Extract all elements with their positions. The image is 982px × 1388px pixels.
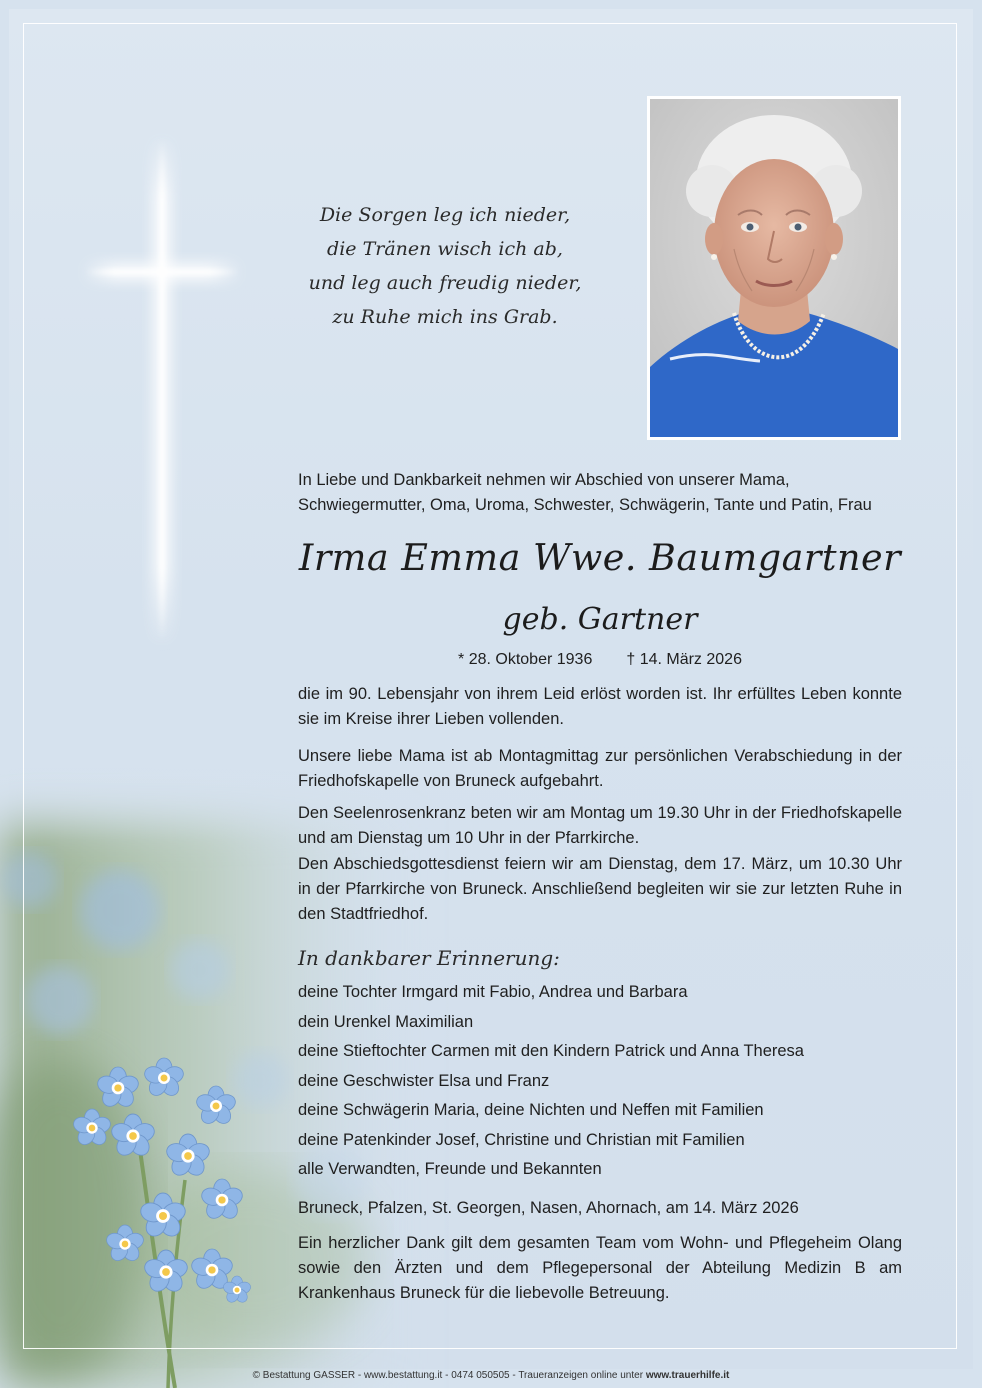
memory-heading: In dankbarer Erinnerung:	[298, 946, 560, 970]
portrait-photo	[647, 96, 901, 440]
list-item: alle Verwandten, Freunde und Bekannten	[298, 1160, 602, 1178]
intro-text	[298, 468, 902, 518]
intro-line: Schwiegermutter, Oma, Uroma, Schwester, Schwägerin, Tante und Patin, Frau	[298, 496, 872, 514]
mourner-list	[298, 978, 902, 1185]
poem-line: und leg auch freudig nieder,	[308, 272, 582, 294]
poem-line: Die Sorgen leg ich nieder,	[319, 204, 571, 226]
life-dates	[298, 648, 902, 672]
deceased-name: Irma Emma Wwe. Baumgartner	[298, 536, 902, 579]
list-item: deine Tochter Irmgard mit Fabio, Andrea und Barbara	[298, 983, 688, 1001]
list-item: deine Patenkinder Josef, Christine und Christian mit Familien	[298, 1130, 745, 1149]
intro-line: In Liebe und Dankbarkeit nehmen wir Abschied von unserer Mama,	[298, 471, 790, 489]
place-date: Bruneck, Pfalzen, St. Georgen, Nasen, Ahornach, am 14. März 2026	[298, 1199, 799, 1217]
death-date: † 14. März 2026	[626, 651, 742, 668]
poem-line: zu Ruhe mich ins Grab.	[332, 306, 558, 328]
birth-name: geb. Gartner	[502, 602, 698, 637]
list-item: dein Urenkel Maximilian	[298, 1012, 474, 1031]
list-item: deine Schwägerin Maria, deine Nichten und Neffen mit Familien	[298, 1101, 764, 1119]
thanks-paragraph: Ein herzlicher Dank gilt dem gesamten Team vom Wohn- und Pflegeheim Olang sowie den Ärzten und dem Pflegepersonal der Abteilung Medizin B am Krankenhaus Bruneck für die liebevolle Betreuung.	[298, 1234, 902, 1302]
list-item: deine Stieftochter Carmen mit den Kindern Patrick und Anna Theresa	[298, 1042, 804, 1060]
birth-date: * 28. Oktober 1936	[458, 651, 593, 668]
list-item: deine Geschwister Elsa und Franz	[298, 1071, 550, 1090]
poem-line: die Tränen wisch ich ab,	[327, 238, 563, 260]
paragraph-funeral: Den Abschiedsgottesdienst feiern wir am Dienstag, dem 17. März, um 10.30 Uhr in der Pfarrkirche von Bruneck. Anschließend begleiten wir sie zur letzten Ruhe in den Stadtfriedhof.	[298, 855, 902, 923]
paragraph-rosary: Den Seelenrosenkranz beten wir am Montag um 19.30 Uhr in der Friedhofskapelle und am Dienstag um 10 Uhr in der Pfarrkirche.	[298, 804, 902, 847]
footer-link[interactable]: www.trauerhilfe.it	[645, 1370, 730, 1381]
paragraph-release: die im 90. Lebensjahr von ihrem Leid erlöst worden ist. Ihr erfülltes Leben konnte sie im Kreise ihrer Lieben vollenden.	[298, 685, 902, 728]
paragraph-viewing: Unsere liebe Mama ist ab Montagmittag zur persönlichen Verabschiedung in der Friedhofskapelle von Bruneck aufgebahrt.	[298, 747, 902, 790]
poem	[290, 198, 600, 334]
footer-text: © Bestattung GASSER - www.bestattung.it - 0474 050505 - Traueranzeigen online unter	[252, 1370, 646, 1381]
footer	[0, 1370, 982, 1382]
